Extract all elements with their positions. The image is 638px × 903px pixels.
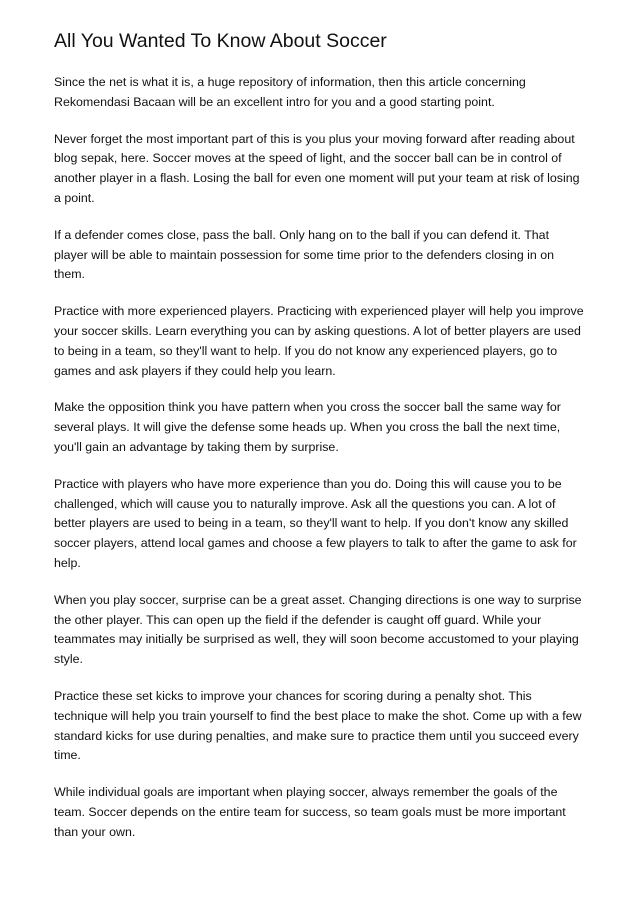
document-page	[54, 28, 586, 860]
paragraph-8: Practice these set kicks to improve your chances for scoring during a penalty shot. This technique will help you train yourself to find the best place to make the shot. Come up with a few standard kicks for use during penalties, and make sure to practice them until you succeed every time.	[54, 688, 582, 763]
paragraph-1: Since the net is what it is, a huge repository of information, then this article concerning Rekomendasi Bacaan will be an excellent intro for you and a good starting point.	[54, 75, 526, 109]
paragraph-9: While individual goals are important when playing soccer, always remember the goals of the team. Soccer depends on the entire team for success, so team goals must be more important than your own.	[54, 785, 566, 839]
paragraph-7: When you play soccer, surprise can be a great asset. Changing directions is one way to surprise the other player. This can open up the field if the defender is caught off guard. While your teammates may initially be surprised as well, they will soon become accustomed to your playing style.	[54, 592, 582, 667]
paragraph-3: If a defender comes close, pass the ball. Only hang on to the ball if you can defend it. That player will be able to maintain possession for some time prior to the defenders closing in on them.	[54, 227, 555, 282]
paragraph-5: Make the opposition think you have pattern when you cross the soccer ball the same way for several plays. It will give the defense some heads up. When you cross the ball the next time, you'll gain an advantage by taking them by surprise.	[54, 400, 561, 454]
paragraph-4: Practice with more experienced players. Practicing with experienced player will help you improve your soccer skills. Learn everything you can by asking questions. A lot of better players are used to being in a team, so they'll want to help. If you do not know any experienced players, go to games and ask players if they could help you learn.	[54, 304, 584, 378]
document-title: All You Wanted To Know About Soccer	[54, 30, 387, 52]
paragraph-6: Practice with players who have more experience than you do. Doing this will cause you to be challenged, which will cause you to naturally improve. Ask all the questions you can. A lot of better players are used to being in a team, so they'll want to help. If you don't know any skilled soccer players, attend local games and choose a few players to talk to after the game to ask for help.	[54, 476, 577, 570]
paragraph-2: Never forget the most important part of this is you plus your moving forward after reading about blog sepak, here. Soccer moves at the speed of light, and the soccer ball can be in control of another player in a flash. Losing the ball for even one moment will put your team at risk of losing a point.	[54, 131, 580, 205]
